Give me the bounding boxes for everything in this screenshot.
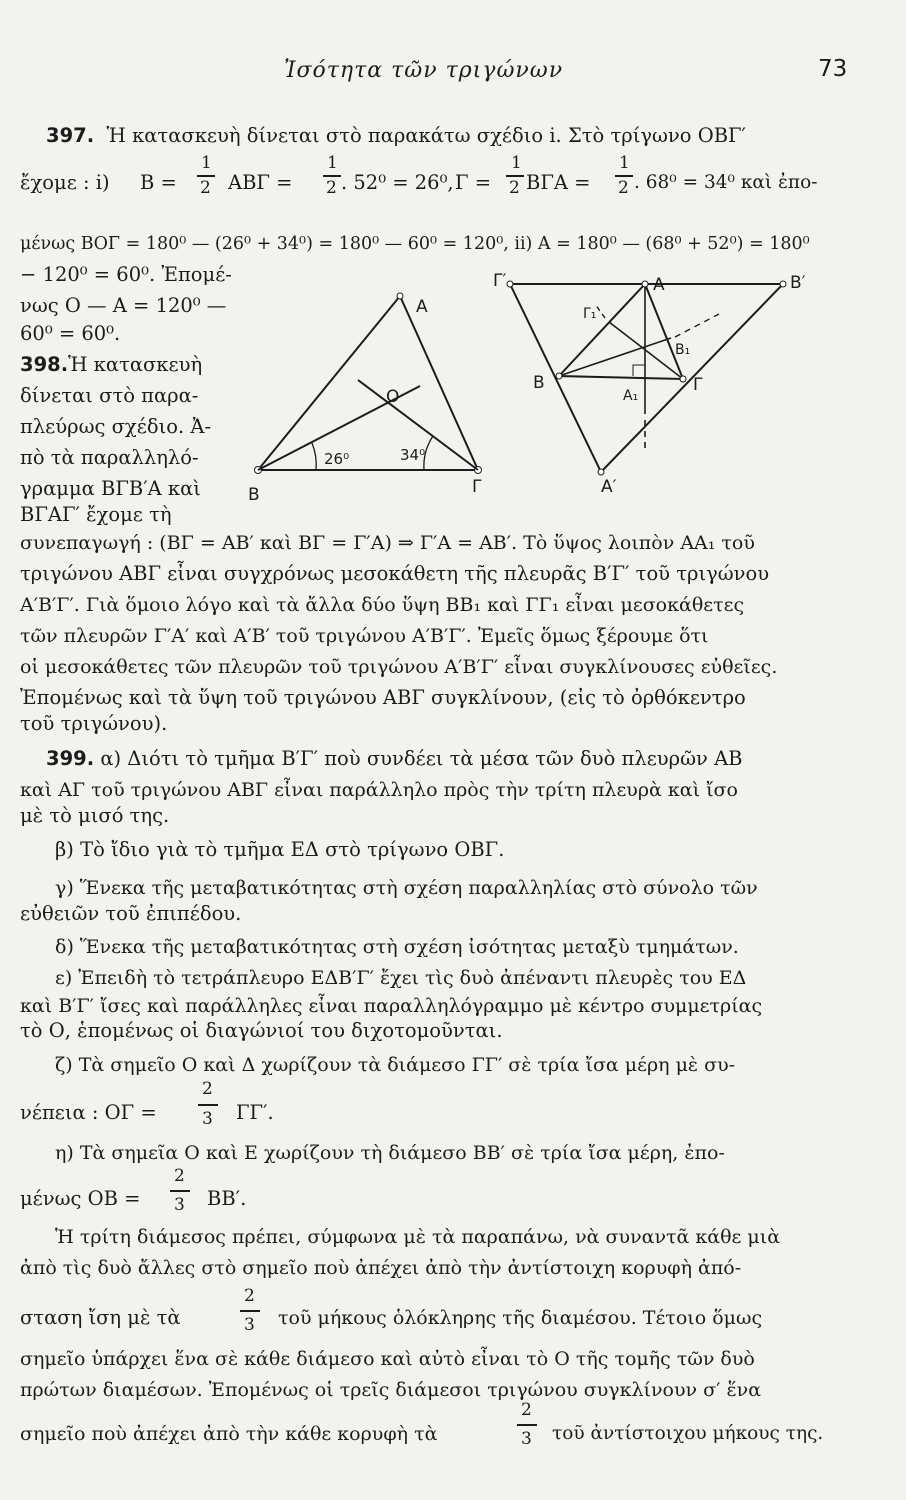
- p398-line-2: δίνεται στὸ παρα-: [20, 384, 199, 407]
- fraction-bar: [323, 175, 341, 177]
- fraction-numerator: 2: [521, 1400, 532, 1420]
- altitude-GG1-extension: [595, 304, 605, 318]
- fraction-bar: [170, 1190, 190, 1192]
- vertex-Gp: [507, 281, 513, 287]
- fraction-numerator: 1: [327, 153, 338, 173]
- right-angle-mark: [633, 365, 645, 376]
- altitude-BB1-extension: [675, 314, 719, 337]
- angle-arc-B: [312, 443, 316, 470]
- p399-line-2: καὶ ΑΓ τοῦ τριγώνου ΑΒΓ εἶναι παράλληλο πρὸς τὴν τρίτη πλευρὰ καὶ ἴσο: [20, 779, 738, 801]
- fraction-denominator: 2: [200, 178, 211, 198]
- p399-final-line-6a: σημεῖο ποὺ ἀπέχει ἀπὸ τὴν κάθε κορυφὴ τὰ: [20, 1423, 438, 1445]
- p397-line-4: − 120⁰ = 60⁰. Ἐπομέ-: [20, 263, 232, 286]
- p398-line-9: Α′Β′Γ′. Γιὰ ὅμοιο λόγο καὶ τὰ ἄλλα δύο ὕψη ΒΒ₁ καὶ ΓΓ₁ εἶναι μεσοκάθετες: [20, 594, 745, 616]
- p397-line-1: 397. Ἡ κατασκευὴ δίνεται στὸ παρακάτω σχέδιο i. Στὸ τρίγωνο ΟΒΓ′: [46, 124, 746, 147]
- fraction-bar: [198, 1104, 218, 1106]
- p399-e-line-1: ε) Ἐπειδὴ τὸ τετράπλευρο ΕΔΒ′Γ′ ἔχει τὶς δυὸ ἀπέναντι πλευρὲς του ΕΔ: [55, 967, 747, 989]
- p399-z-line-2a: νέπεια : ΟΓ =: [20, 1101, 157, 1124]
- p397-line-2a: ἔχομε : i): [20, 171, 110, 194]
- p398-line-12: Ἐπομένως καὶ τὰ ὕψη τοῦ τριγώνου ΑΒΓ συγκλίνουν, (εἰς τὸ ὀρθόκεντρο: [20, 686, 746, 709]
- vertex-Bp: [780, 281, 786, 287]
- p398-number: 398.: [20, 353, 69, 376]
- p399-final-line-3a: σταση ἴση μὲ τὰ: [20, 1306, 181, 1329]
- p397-line-5: νως Ο — Α = 120⁰ —: [20, 294, 227, 317]
- p399-z-line-1: ζ) Τὰ σημεῖο Ο καὶ Δ χωρίζουν τὰ διάμεσο ΓΓ′ σὲ τρία ἴσα μέρη μὲ συ-: [55, 1054, 736, 1076]
- p397-angle-26: . 52⁰ = 26⁰,: [341, 171, 454, 194]
- fraction-bar: [197, 175, 215, 177]
- label-G: Γ: [693, 375, 703, 395]
- p399-z-line-2b: ΓΓ′.: [236, 1101, 274, 1124]
- fraction-bar: [506, 175, 524, 177]
- p399-g-line-2: εὐθειῶν τοῦ ἐπιπέδου.: [20, 902, 242, 925]
- p398-line-10: τῶν πλευρῶν Γ′Α′ καὶ Α′Β′ τοῦ τριγώνου Α′Β′Γ′. Ἐμεῖς ὅμως ξέρουμε ὅτι: [20, 625, 709, 647]
- p399-final-line-1: Ἡ τρίτη διάμεσος πρέπει, σύμφωνα μὲ τὰ παραπάνω, νὰ συναντᾶ κάθε μιὰ: [55, 1226, 781, 1248]
- p399-final-line-6b: τοῦ ἀντίστοιχου μήκους της.: [552, 1423, 824, 1444]
- vertex-B: [556, 373, 562, 379]
- fraction-denominator: 3: [202, 1109, 213, 1129]
- label-A1: Α₁: [623, 388, 639, 404]
- fraction-bar: [615, 175, 633, 177]
- fraction-denominator: 3: [244, 1315, 255, 1335]
- figure-i-triangle: [240, 278, 500, 508]
- p397-ABG: ΑΒΓ =: [228, 171, 293, 194]
- p398-line-6: ΒΓΑΓ′ ἔχομε τὴ: [20, 503, 172, 526]
- p397-number: 397.: [46, 124, 95, 147]
- fraction-denominator: 2: [326, 178, 337, 198]
- label-angle-26: 26⁰: [324, 450, 350, 468]
- triangle-ABG: [258, 296, 478, 470]
- p399-e-line-3: τὸ Ο, ἑπομένως οἱ διαγώνιοί του διχοτομοῦνται.: [20, 1019, 503, 1042]
- p398-line-5: γραμμα ΒΓΒ′Α καὶ: [20, 477, 201, 500]
- running-header: Ἰσότητα τῶν τριγώνων: [284, 58, 564, 83]
- p399-h-line-2a: μένως ΟΒ =: [20, 1187, 141, 1210]
- p397-line-6: 60⁰ = 60⁰.: [20, 322, 121, 345]
- label-Gp: Γ′: [493, 271, 507, 291]
- fraction-numerator: 2: [174, 1166, 185, 1186]
- p399-e-line-2: καὶ Β′Γ′ ἴσες καὶ παράλληλες εἶναι παραλληλόγραμμο μὲ κέντρο συμμετρίας: [20, 995, 763, 1017]
- angle-arc-G: [424, 436, 433, 470]
- vertex-G: [680, 376, 686, 382]
- p397-BGA: ΒΓΑ =: [526, 171, 591, 194]
- p398-line-8: τριγώνου ΑΒΓ εἶναι συγχρόνως μεσοκάθετη τῆς πλευρᾶς Β′Γ′ τοῦ τριγώνου: [20, 562, 770, 585]
- fraction-numerator: 1: [511, 153, 522, 173]
- vertex-A: [642, 281, 648, 287]
- p399-h-line-1: η) Τὰ σημεῖα Ο καὶ Ε χωρίζουν τὴ διάμεσο ΒΒ′ σὲ τρία ἴσα μέρη, ἐπο-: [55, 1142, 725, 1164]
- p399-g-line-1: γ) Ἕνεκα τῆς μεταβατικότητας στὴ σχέση παραλληλίας στὸ σύνολο τῶν: [55, 877, 758, 899]
- p399-final-line-5: πρώτων διαμέσων. Ἐπομένως οἱ τρεῖς διάμεσοι τριγώνου συγκλίνουν σ′ ἕνα: [20, 1379, 762, 1401]
- fraction-bar: [240, 1310, 260, 1312]
- p398-line-7: συνεπαγωγή : (ΒΓ = ΑΒ′ καὶ ΒΓ = Γ′Α) ⇒ Γ′Α = ΑΒ′. Τὸ ὕψος λοιπὸν ΑΑ₁ τοῦ: [20, 532, 755, 554]
- label-Ap: Α′: [601, 477, 617, 497]
- p398-line-3: πλεύρως σχέδιο. Ἀ-: [20, 415, 212, 438]
- p398-line-4: πὸ τὰ παραλληλό-: [20, 446, 199, 469]
- vertex-A: [397, 293, 403, 299]
- p399-final-line-2: ἀπὸ τὶς δυὸ ἄλλες στὸ σημεῖο ποὺ ἀπέχει ἀπὸ τὴν ἀντίστοιχη κορυφὴ ἀπό-: [20, 1257, 742, 1279]
- label-A: Α: [416, 297, 428, 317]
- label-B: Β: [248, 485, 260, 505]
- fraction-numerator: 1: [201, 153, 212, 173]
- fraction-denominator: 3: [174, 1195, 185, 1215]
- p398-line-13: τοῦ τριγώνου).: [20, 712, 168, 735]
- p397-B-label: Β =: [140, 171, 177, 194]
- p399-line-1: 399. α) Διότι τὸ τμῆμα Β′Γ′ ποὺ συνδέει τὰ μέσα τῶν δυὸ πλευρῶν ΑΒ: [46, 747, 743, 770]
- p397-line-3: μένως ΒΟΓ = 180⁰ — (26⁰ + 34⁰) = 180⁰ — 60⁰ = 120⁰, ii) Α = 180⁰ — (68⁰ + 52⁰) = 180⁰: [20, 234, 810, 254]
- p398-line-11: οἱ μεσοκάθετες τῶν πλευρῶν τοῦ τριγώνου Α′Β′Γ′ εἶναι συγκλίνουσες εὐθεῖες.: [20, 656, 778, 678]
- label-Bp: Β′: [790, 273, 806, 293]
- p399-h-line-2b: ΒΒ′.: [207, 1187, 247, 1210]
- page-number: 73: [818, 56, 848, 82]
- fraction-denominator: 2: [618, 178, 629, 198]
- p397-G-label: Γ =: [455, 171, 492, 194]
- label-B: Β: [533, 373, 545, 393]
- vertex-Ap: [598, 469, 604, 475]
- label-B1: Β₁: [675, 342, 691, 358]
- label-angle-34: 34⁰: [400, 446, 426, 464]
- fraction-numerator: 1: [619, 153, 630, 173]
- label-A: Α: [653, 275, 665, 295]
- fraction-numerator: 2: [202, 1079, 213, 1099]
- fraction-denominator: 3: [521, 1429, 532, 1449]
- p399-b: β) Τὸ ἴδιο γιὰ τὸ τμῆμα ΕΔ στὸ τρίγωνο ΟΒΓ.: [55, 838, 505, 861]
- fraction-denominator: 2: [509, 178, 520, 198]
- label-G1: Γ₁: [583, 306, 597, 322]
- fraction-bar: [517, 1424, 537, 1426]
- p399-d: δ) Ἕνεκα τῆς μεταβατικότητας στὴ σχέση ἰσότητας μεταξὺ τμημάτων.: [55, 936, 739, 958]
- p399-final-line-3b: τοῦ μήκους ὁλόκληρης τῆς διαμέσου. Τέτοιο ὅμως: [278, 1307, 763, 1329]
- p397-angle-34: . 68⁰ = 34⁰ καὶ ἐπο-: [634, 172, 818, 193]
- label-G: Γ: [472, 477, 482, 497]
- label-O: Ο: [386, 387, 400, 407]
- p398-line-1: 398.Ἡ κατασκευὴ: [20, 353, 203, 376]
- p399-line-3: μὲ τὸ μισό της.: [20, 804, 170, 827]
- p399-final-line-4: σημεῖο ὑπάρχει ἕνα σὲ κάθε διάμεσο καὶ αὐτὸ εἶναι τὸ Ο τῆς τομῆς τῶν δυὸ: [20, 1348, 755, 1370]
- p399-number: 399.: [46, 747, 95, 770]
- fraction-numerator: 2: [244, 1286, 255, 1306]
- figure-ii-triangle: [493, 262, 806, 497]
